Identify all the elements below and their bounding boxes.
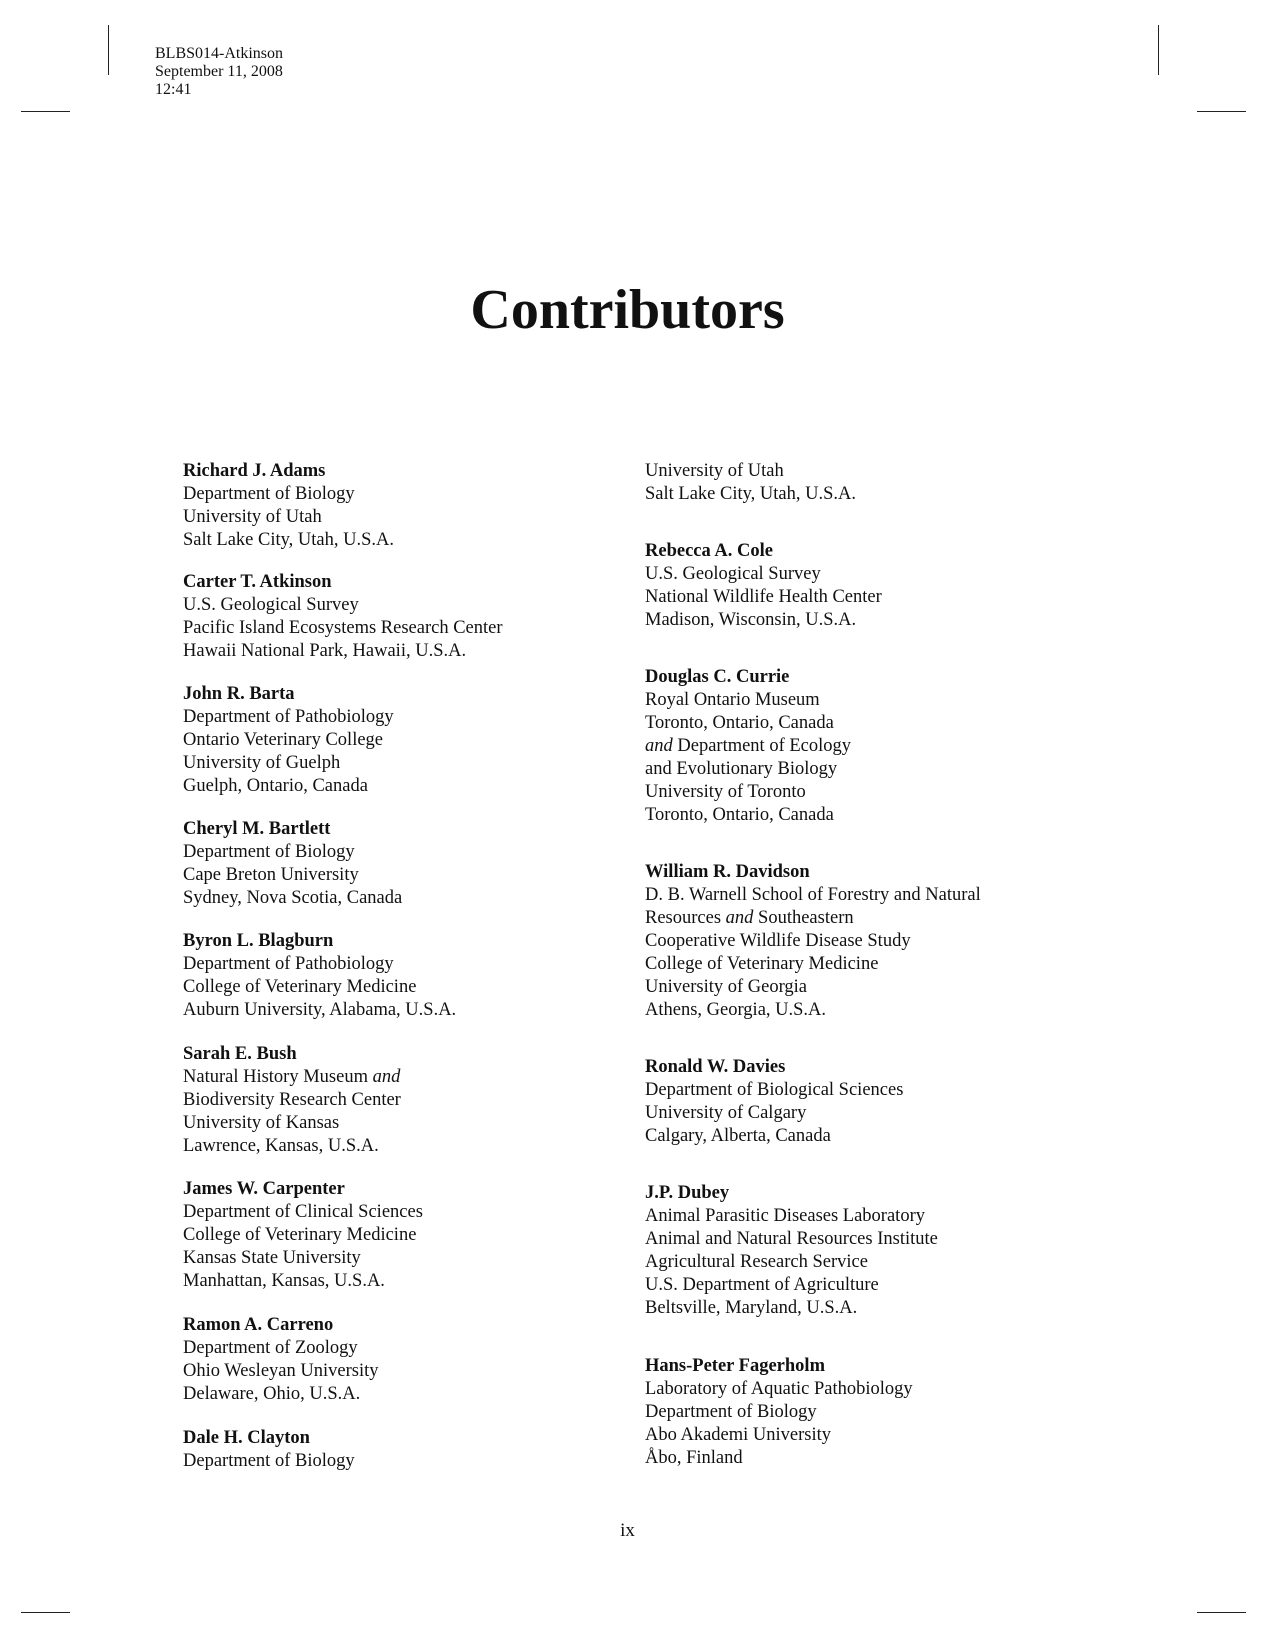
contributor-affiliation-line: Salt Lake City, Utah, U.S.A. — [645, 484, 857, 504]
contributor-entry — [183, 1178, 603, 1293]
contributor-affiliation-line: Calgary, Alberta, Canada — [645, 1126, 831, 1146]
contributor-entry — [645, 1355, 1065, 1470]
contributor-affiliation-line: Resources and Southeastern — [645, 908, 854, 928]
contributor-affiliation-line: Cooperative Wildlife Disease Study — [645, 931, 911, 951]
contributor-affiliation-line: University of Toronto — [645, 782, 806, 802]
contributors-column-left — [183, 460, 603, 1473]
contributor-affiliation-line: Biodiversity Research Center — [183, 1090, 401, 1110]
contributor-affiliation-line: Department of Biology — [645, 1402, 817, 1422]
contributor-affiliation-line: Beltsville, Maryland, U.S.A. — [645, 1298, 858, 1318]
crop-mark-top-left-h — [21, 111, 70, 112]
contributor-affiliation-line: Department of Pathobiology — [183, 954, 394, 974]
contributor-entry — [645, 540, 1065, 632]
contributor-affiliation-line: Department of Biological Sciences — [645, 1080, 904, 1100]
contributor-affiliation-line: Laboratory of Aquatic Pathobiology — [645, 1379, 913, 1399]
contributor-affiliation-line: University of Kansas — [183, 1113, 340, 1133]
contributor-affiliation-line: College of Veterinary Medicine — [183, 1225, 417, 1245]
crop-mark-top-right — [1158, 25, 1159, 75]
contributor-name: Hans-Peter Fagerholm — [645, 1356, 825, 1376]
contributor-affiliation-line: Animal Parasitic Diseases Laboratory — [645, 1206, 925, 1226]
contributor-entry — [645, 666, 1065, 827]
contributor-affiliation-line: Sydney, Nova Scotia, Canada — [183, 888, 403, 908]
contributor-affiliation-line: University of Utah — [645, 461, 784, 481]
contributor-affiliation-line: Athens, Georgia, U.S.A. — [645, 1000, 827, 1020]
running-head-code: BLBS014-Atkinson — [155, 45, 284, 62]
contributor-affiliation-line: and Evolutionary Biology — [645, 759, 838, 779]
contributor-entry — [645, 1182, 1065, 1320]
contributor-affiliation-line: Madison, Wisconsin, U.S.A. — [645, 610, 857, 630]
contributor-affiliation-line: Manhattan, Kansas, U.S.A. — [183, 1271, 385, 1291]
contributor-name: James W. Carpenter — [183, 1179, 345, 1199]
contributor-affiliation-line: University of Utah — [183, 507, 322, 527]
contributor-affiliation-line: Delaware, Ohio, U.S.A. — [183, 1384, 361, 1404]
contributor-affiliation-line: Lawrence, Kansas, U.S.A. — [183, 1136, 379, 1156]
contributor-affiliation-line: Department of Biology — [183, 842, 355, 862]
contributor-affiliation-line: Ohio Wesleyan University — [183, 1361, 379, 1381]
contributor-name: Rebecca A. Cole — [645, 541, 773, 561]
contributor-name: Ronald W. Davies — [645, 1057, 786, 1077]
contributor-affiliation-line: U.S. Geological Survey — [183, 595, 359, 615]
contributor-name: Douglas C. Currie — [645, 667, 790, 687]
contributor-name: Byron L. Blagburn — [183, 931, 334, 951]
running-head-date: September 11, 2008 — [155, 63, 283, 80]
contributor-name: Dale H. Clayton — [183, 1428, 310, 1448]
contributor-affiliation-line: Auburn University, Alabama, U.S.A. — [183, 1000, 457, 1020]
contributor-entry — [645, 460, 1065, 506]
contributor-entry — [183, 1314, 603, 1406]
running-head — [147, 27, 313, 99]
contributor-affiliation-line: Abo Akademi University — [645, 1425, 832, 1445]
contributor-affiliation-line: D. B. Warnell School of Forestry and Natural — [645, 885, 981, 905]
contributor-name: Richard J. Adams — [183, 461, 326, 481]
crop-mark-top-right-h — [1197, 111, 1246, 112]
contributor-affiliation-line: Toronto, Ontario, Canada — [645, 713, 834, 733]
contributor-affiliation-line: Natural History Museum and — [183, 1067, 401, 1087]
contributor-entry — [183, 683, 603, 798]
contributor-affiliation-line: Agricultural Research Service — [645, 1252, 868, 1272]
contributor-affiliation-line: Department of Biology — [183, 1451, 355, 1471]
running-head-time: 12:41 — [155, 81, 192, 98]
contributor-affiliation-line: College of Veterinary Medicine — [183, 977, 417, 997]
contributor-entry — [183, 1427, 603, 1473]
contributor-affiliation-line: Kansas State University — [183, 1248, 361, 1268]
contributor-name: Ramon A. Carreno — [183, 1315, 334, 1335]
contributor-affiliation-line: University of Georgia — [645, 977, 808, 997]
contributor-affiliation-line: Royal Ontario Museum — [645, 690, 820, 710]
contributor-affiliation-line: Guelph, Ontario, Canada — [183, 776, 368, 796]
contributor-name: Sarah E. Bush — [183, 1044, 297, 1064]
contributor-affiliation-line: Toronto, Ontario, Canada — [645, 805, 834, 825]
contributor-affiliation-line: Cape Breton University — [183, 865, 359, 885]
contributor-entry — [183, 571, 603, 663]
contributor-entry — [645, 861, 1065, 1022]
contributor-name: Carter T. Atkinson — [183, 572, 332, 592]
contributor-entry — [183, 818, 603, 910]
contributor-entry — [183, 1043, 603, 1158]
crop-mark-bottom-left-h — [21, 1612, 70, 1613]
contributors-column-right — [645, 460, 1065, 1470]
contributor-affiliation-line: Hawaii National Park, Hawaii, U.S.A. — [183, 641, 467, 661]
contributor-affiliation-line: and Department of Ecology — [645, 736, 852, 756]
contributor-affiliation-line: Salt Lake City, Utah, U.S.A. — [183, 530, 395, 550]
page-title: Contributors — [470, 279, 785, 341]
contributor-affiliation-line: Department of Biology — [183, 484, 355, 504]
contributor-affiliation-line: University of Calgary — [645, 1103, 807, 1123]
contributor-name: J.P. Dubey — [645, 1183, 730, 1203]
contributor-affiliation-line: Animal and Natural Resources Institute — [645, 1229, 938, 1249]
contributor-affiliation-line: Department of Clinical Sciences — [183, 1202, 423, 1222]
contributor-entry — [183, 460, 603, 552]
contributor-affiliation-line: National Wildlife Health Center — [645, 587, 882, 607]
contributor-affiliation-line: Åbo, Finland — [645, 1448, 743, 1468]
contributor-affiliation-line: University of Guelph — [183, 753, 341, 773]
contributor-affiliation-line: Department of Zoology — [183, 1338, 358, 1358]
contributor-affiliation-line: Pacific Island Ecosystems Research Center — [183, 618, 503, 638]
contributor-affiliation-line: U.S. Department of Agriculture — [645, 1275, 879, 1295]
contributor-affiliation-line: Department of Pathobiology — [183, 707, 394, 727]
contributor-name: Cheryl M. Bartlett — [183, 819, 331, 839]
contributor-affiliation-line: Ontario Veterinary College — [183, 730, 384, 750]
contributor-entry — [645, 1056, 1065, 1148]
contributor-name: William R. Davidson — [645, 862, 810, 882]
contributor-name: John R. Barta — [183, 684, 295, 704]
crop-mark-top-left — [108, 25, 109, 75]
contributor-affiliation-line: U.S. Geological Survey — [645, 564, 821, 584]
contributor-entry — [183, 930, 603, 1022]
page-number: ix — [620, 1520, 635, 1541]
crop-mark-bottom-right-h — [1197, 1612, 1246, 1613]
contributor-affiliation-line: College of Veterinary Medicine — [645, 954, 879, 974]
